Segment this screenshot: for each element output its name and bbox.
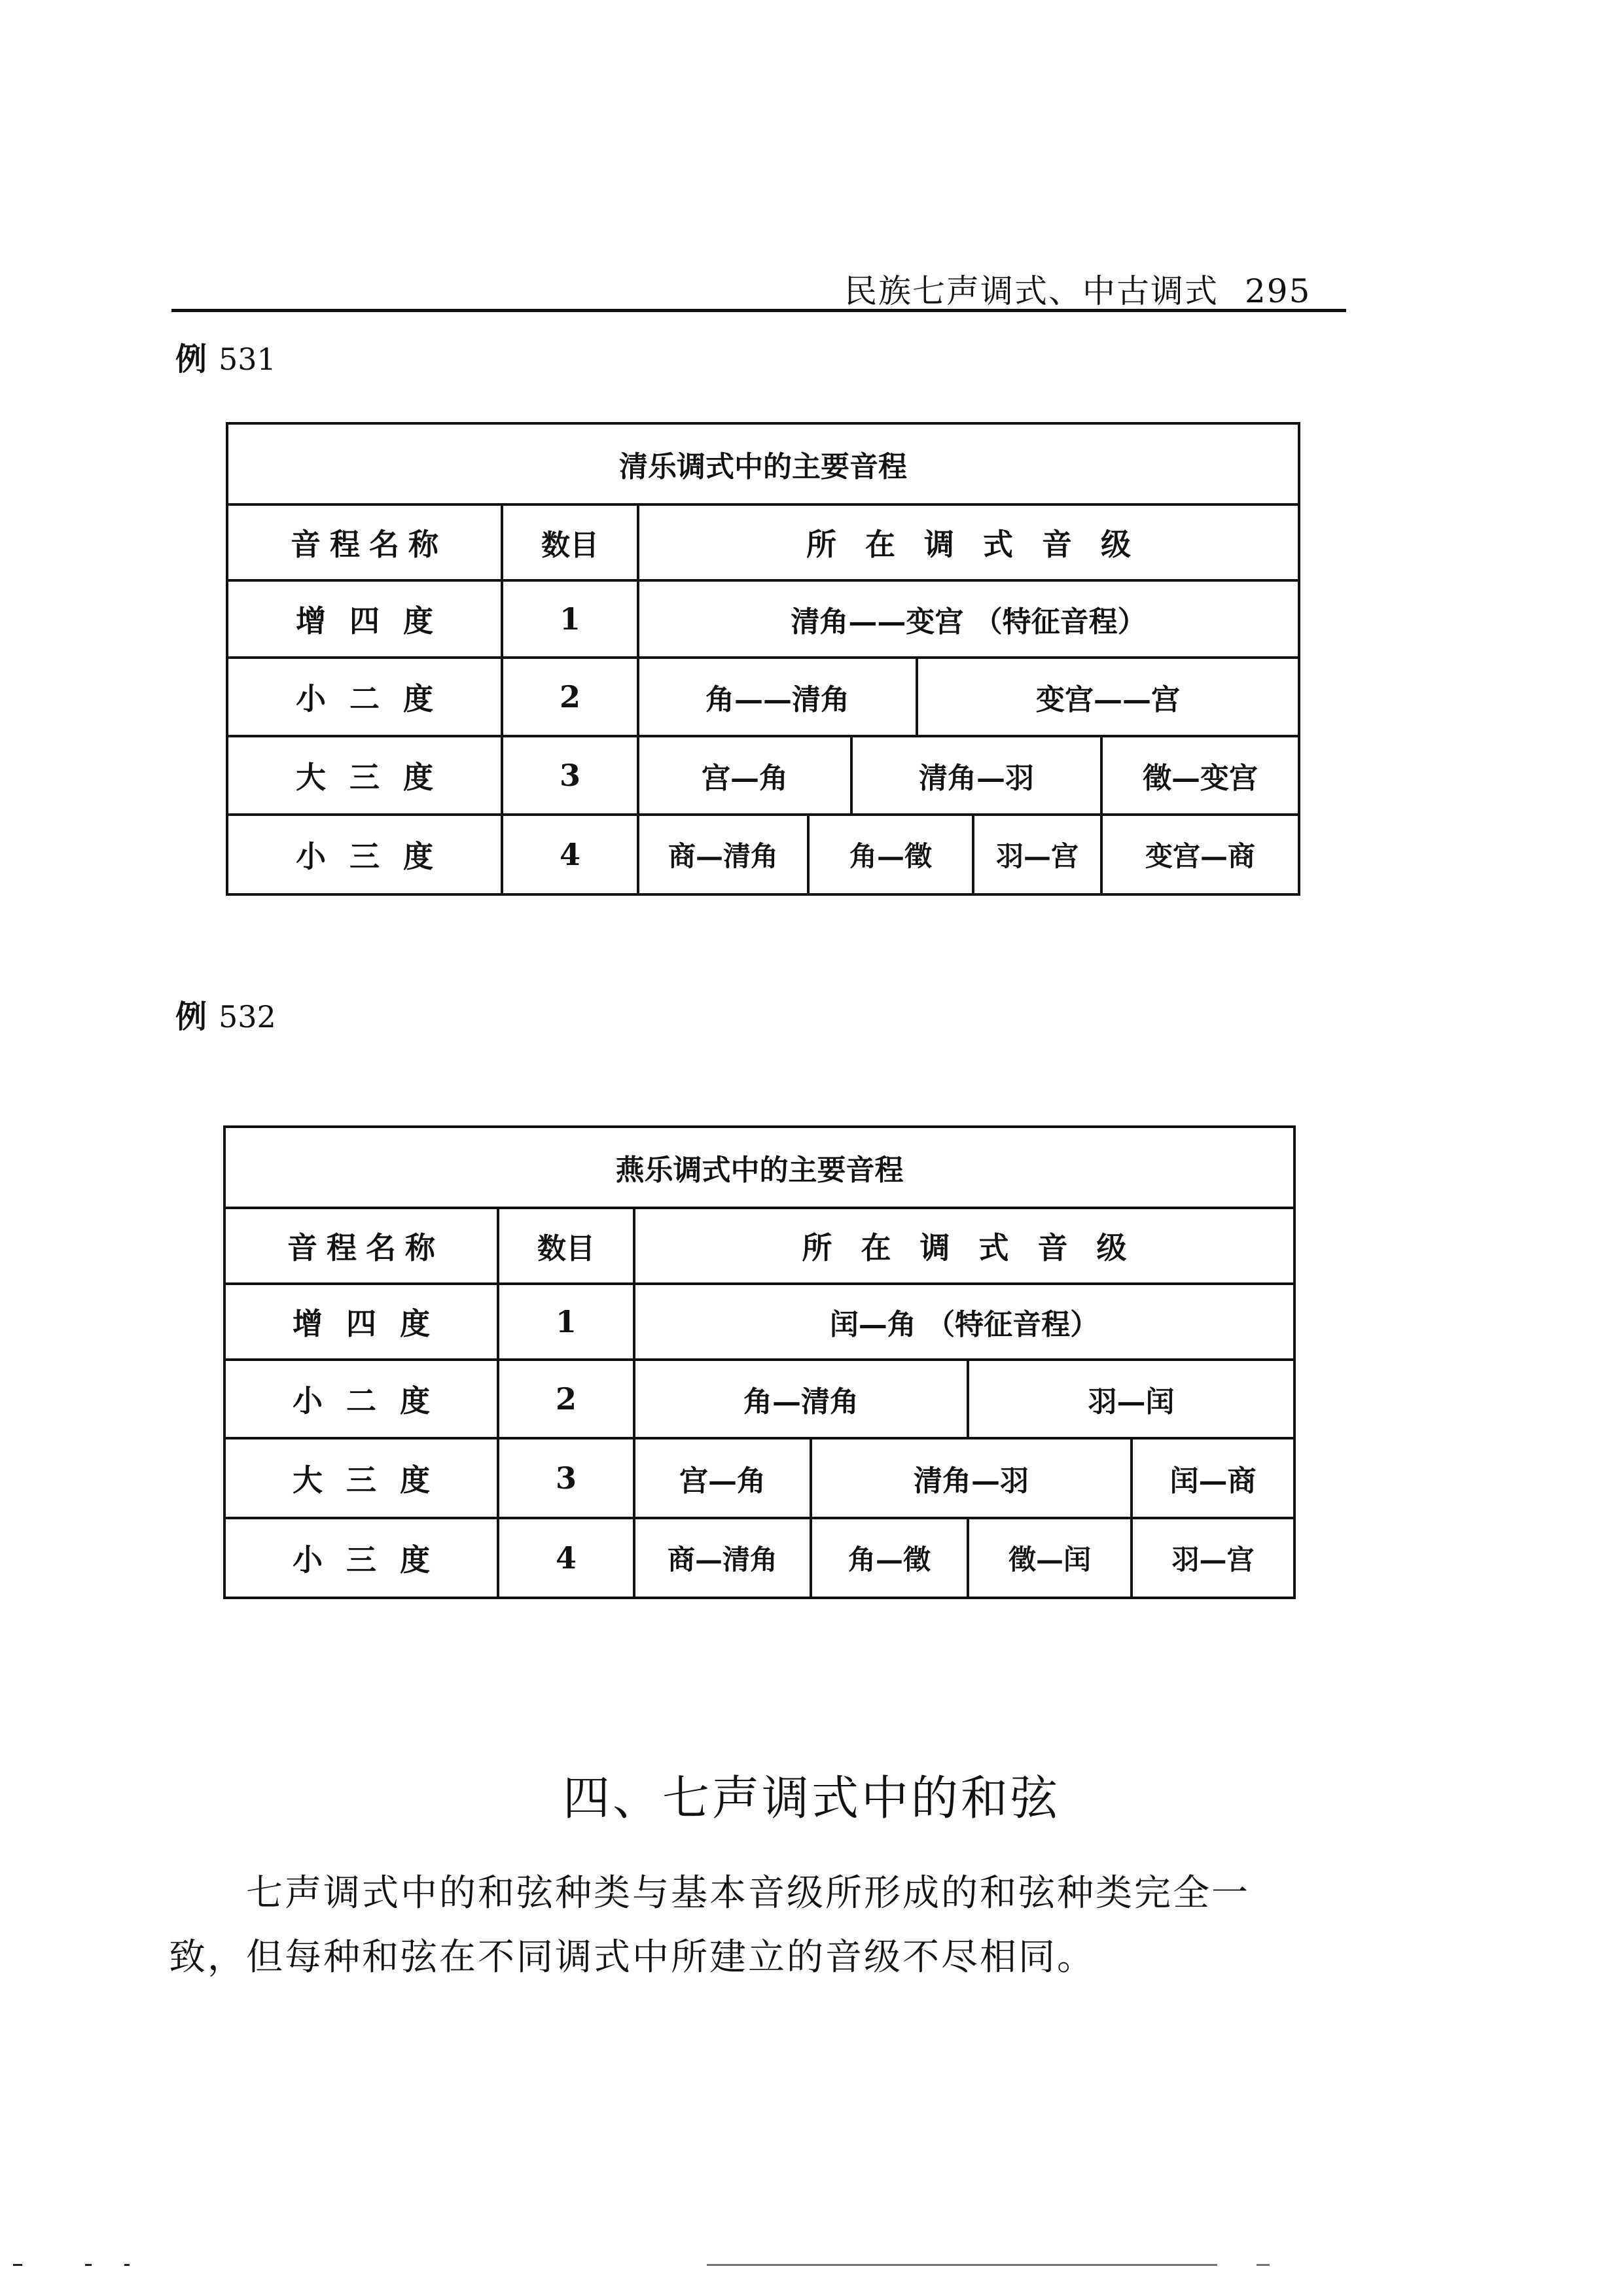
example-label-531	[175, 334, 276, 379]
degree-cell: 角—徵	[808, 815, 973, 894]
paragraph-line	[169, 1926, 1334, 1990]
table-title: 燕乐调式中的主要音程	[224, 1127, 1294, 1208]
degree-cell: 羽—宫	[973, 815, 1101, 894]
row-count: 1	[502, 580, 638, 658]
scan-artifact-line	[13, 2264, 1322, 2267]
running-title: 民族七声调式、中古调式	[844, 272, 1219, 310]
page-number: 295	[1245, 272, 1311, 310]
degree-cell: 角—清角	[634, 1360, 968, 1438]
row-name: 小三度	[224, 1518, 498, 1598]
row-name: 小三度	[227, 815, 502, 894]
row-count: 4	[502, 815, 638, 894]
row-count: 2	[498, 1360, 634, 1438]
degree-cell: 变宫——宫	[917, 658, 1299, 736]
col-header-count: 数目	[498, 1208, 634, 1284]
degree-cell: 宫—角	[634, 1438, 811, 1518]
degree-cell: 清角—羽	[811, 1438, 1132, 1518]
row-count: 1	[498, 1284, 634, 1360]
row-name: 大三度	[224, 1438, 498, 1518]
degree-cell: 闰—商	[1132, 1438, 1294, 1518]
degree-cell: 角—徵	[811, 1518, 968, 1598]
paragraph-text: 致，但每种和弦在不同调式中所建立的音级不尽相同。	[169, 1936, 1096, 1979]
degree-cell: 清角——变宫 （特征音程）	[638, 580, 1299, 658]
degree-cell: 商—清角	[634, 1518, 811, 1598]
col-header-count: 数目	[502, 504, 638, 580]
row-count: 3	[502, 736, 638, 815]
col-header-interval-name: 音程名称	[227, 504, 502, 580]
section-heading: 四、七声调式中的和弦	[562, 1771, 1060, 1826]
degree-cell: 商—清角	[638, 815, 808, 894]
degree-cell: 羽—闰	[968, 1360, 1294, 1438]
degree-cell: 角——清角	[638, 658, 917, 736]
example-number: 532	[219, 999, 276, 1034]
interval-table-qingyue	[226, 422, 1300, 896]
example-prefix: 例	[175, 998, 207, 1035]
degree-cell: 宫—角	[638, 736, 851, 815]
paragraph-line	[169, 1862, 1334, 1926]
row-count: 3	[498, 1438, 634, 1518]
row-count: 4	[498, 1518, 634, 1598]
running-header	[844, 265, 1311, 312]
degree-cell: 变宫—商	[1101, 815, 1299, 894]
row-name: 增四度	[227, 580, 502, 658]
degree-cell: 徵—闰	[968, 1518, 1132, 1598]
degree-cell: 闰—角 （特征音程）	[634, 1284, 1294, 1360]
degree-cell: 清角—羽	[851, 736, 1101, 815]
paragraph-text: 七声调式中的和弦种类与基本音级所形成的和弦种类完全一	[246, 1872, 1250, 1915]
body-paragraph	[169, 1862, 1334, 1990]
col-header-degrees: 所在调式音级	[638, 504, 1299, 580]
example-label-532	[175, 991, 276, 1036]
col-header-interval-name: 音程名称	[224, 1208, 498, 1284]
row-count: 2	[502, 658, 638, 736]
interval-table-yanyue	[223, 1125, 1296, 1599]
header-rule	[171, 309, 1346, 312]
row-name: 小二度	[227, 658, 502, 736]
row-name: 增四度	[224, 1284, 498, 1360]
example-number: 531	[219, 342, 276, 377]
row-name: 小二度	[224, 1360, 498, 1438]
degree-cell: 羽—宫	[1132, 1518, 1294, 1598]
degree-cell: 徵—变宫	[1101, 736, 1299, 815]
row-name: 大三度	[227, 736, 502, 815]
col-header-degrees: 所在调式音级	[634, 1208, 1294, 1284]
table-title: 清乐调式中的主要音程	[227, 423, 1299, 504]
example-prefix: 例	[175, 341, 207, 378]
